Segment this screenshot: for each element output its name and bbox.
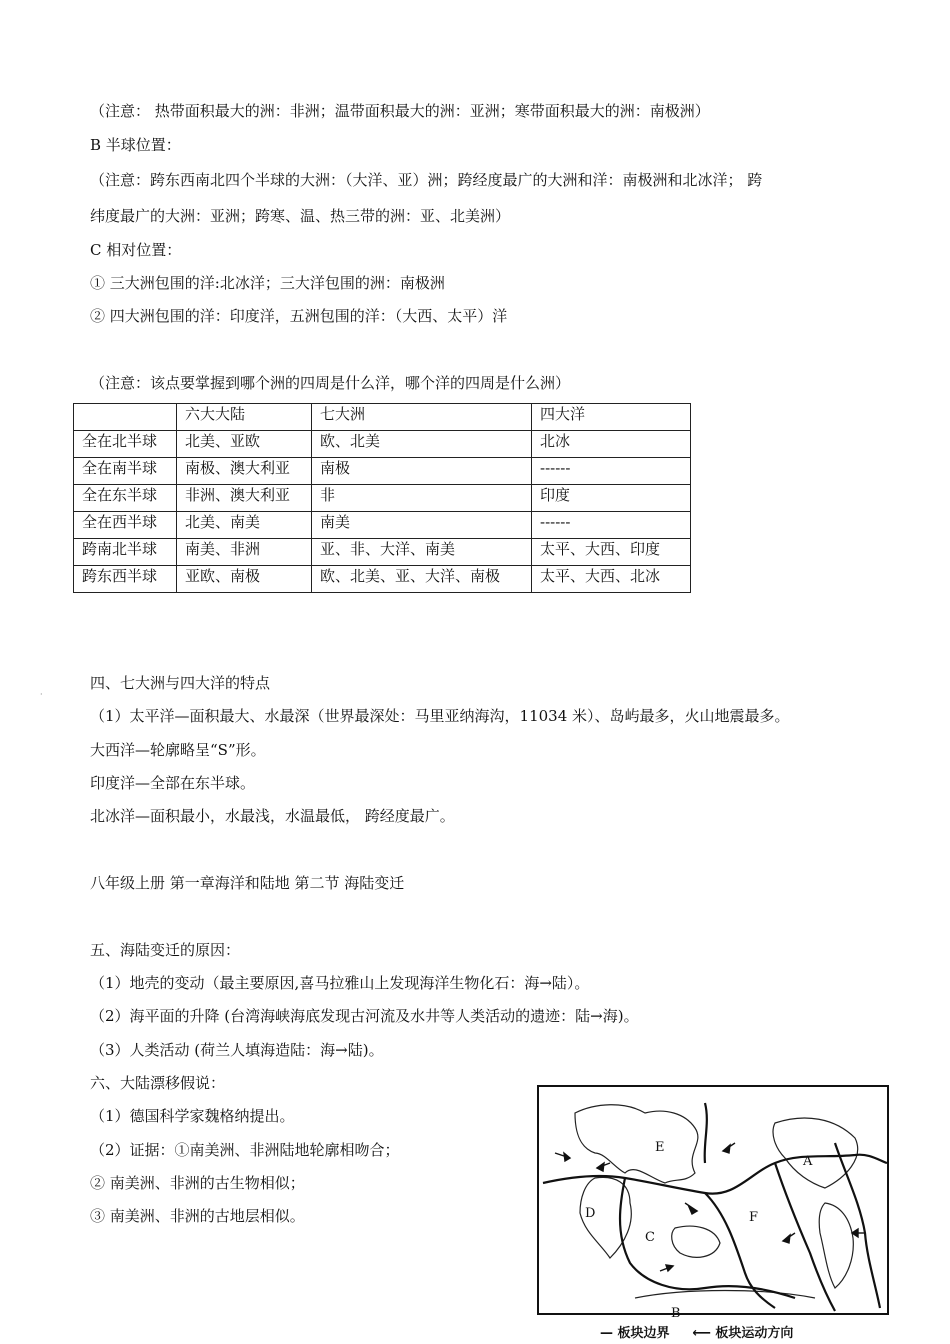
relative-position-1: ① 三大洲包围的洋:北冰洋；三大洋包围的洲：南极洲 (90, 274, 445, 292)
table-cell: 跨南北半球 (74, 539, 177, 566)
table-cell: 全在西半球 (74, 512, 177, 539)
table-cell: 印度 (532, 485, 691, 512)
section6-item: ② 南美洲、非洲的古生物相似； (90, 1174, 305, 1192)
section5-item: （1）地壳的变动（最主要原因,喜马拉雅山上发现海洋生物化石：海→陆）。 (90, 974, 590, 992)
plate-label-e: E (655, 1140, 665, 1155)
plate-label-f: F (749, 1210, 759, 1225)
table-cell: 南极 (312, 458, 532, 485)
table-cell: 南极、澳大利亚 (177, 458, 312, 485)
table-cell: 亚、非、大洋、南美 (312, 539, 532, 566)
map-frame (538, 1086, 888, 1314)
table-row (74, 431, 691, 458)
note-surroundings: （注意：该点要掌握到哪个洲的四周是什么洋，哪个洋的四周是什么洲） (90, 374, 571, 392)
section5-item: （3）人类活动 (荷兰人填海造陆：海→陆)。 (90, 1041, 384, 1059)
table-cell: 欧、北美、亚、大洋、南极 (312, 566, 532, 593)
table-header-cell: 四大洋 (532, 404, 691, 431)
heading-hemisphere-position: B 半球位置： (90, 136, 181, 154)
table-row (74, 512, 691, 539)
table-header-row (74, 404, 691, 431)
table-cell: 全在北半球 (74, 431, 177, 458)
table-cell: 南美、非洲 (177, 539, 312, 566)
plate-tectonics-map (535, 1083, 895, 1344)
section5-item: （2）海平面的升降 (台湾海峡海底发现古河流及水井等人类活动的遗迹：陆→海)。 (90, 1007, 639, 1025)
heading-relative-position: C 相对位置： (90, 241, 182, 259)
section4-item: 印度洋—全部在东半球。 (90, 774, 256, 792)
table-cell: 南美 (312, 512, 532, 539)
plate-label-b: B (671, 1306, 681, 1319)
table-row (74, 566, 691, 593)
table-cell: 非洲、澳大利亚 (177, 485, 312, 512)
plate-label-d: D (585, 1206, 596, 1221)
legend-boundary-label: 板块边界 (617, 1326, 670, 1341)
legend-boundary-line-icon: — (600, 1326, 613, 1341)
table-cell: 太平、大西、北冰 (532, 566, 691, 593)
plate-label-c: C (645, 1230, 655, 1245)
plate-label-a: A (803, 1154, 813, 1169)
table-row (74, 458, 691, 485)
table-header-cell (74, 404, 177, 431)
table-cell: 北冰 (532, 431, 691, 458)
map-legend (600, 1322, 793, 1341)
table-row (74, 485, 691, 512)
chapter-title: 八年级上册 第一章海洋和陆地 第二节 海陆变迁 (90, 874, 405, 892)
margin-mark: · (40, 690, 43, 699)
table-cell: 北美、南美 (177, 512, 312, 539)
table-cell: 欧、北美 (312, 431, 532, 458)
legend-direction-label: 板块运动方向 (715, 1326, 794, 1341)
table-header-cell: 七大洲 (312, 404, 532, 431)
table-cell: 北美、亚欧 (177, 431, 312, 458)
section6-item: ③ 南美洲、非洲的古地层相似。 (90, 1207, 305, 1225)
table-cell: ------ (532, 512, 691, 539)
table-row (74, 539, 691, 566)
table-cell: 全在东半球 (74, 485, 177, 512)
section6-item: （1）德国科学家魏格纳提出。 (90, 1107, 295, 1125)
table-cell: 太平、大西、印度 (532, 539, 691, 566)
note-hemispheres-1: （注意：跨东西南北四个半球的大洲：（大洋、亚）洲；跨经度最广的大洲和洋：南极洲和北冰洋； 跨 (90, 171, 763, 189)
table-cell: 亚欧、南极 (177, 566, 312, 593)
table-cell: ------ (532, 458, 691, 485)
section4-item: 北冰洋—面积最小，水最浅，水温最低， 跨经度最广。 (90, 807, 455, 825)
section6-heading: 六、大陆漂移假说： (90, 1074, 226, 1092)
table-cell: 全在南半球 (74, 458, 177, 485)
note-climate-zones: （注意： 热带面积最大的洲：非洲；温带面积最大的洲：亚洲；寒带面积最大的洲：南极洲） (90, 102, 710, 120)
section4-heading: 四、七大洲与四大洋的特点 (90, 674, 271, 692)
hemisphere-table (73, 403, 691, 593)
section4-item: （1）太平洋—面积最大、水最深（世界最深处：马里亚纳海沟，11034 米）、岛屿最多，火山地震最多。 (90, 707, 790, 725)
section4-item: 大西洋—轮廓略呈“S”形。 (90, 741, 266, 759)
table-header-cell: 六大大陆 (177, 404, 312, 431)
note-hemispheres-2: 纬度最广的大洲：亚洲；跨寒、温、热三带的洲：亚、北美洲） (90, 207, 511, 225)
relative-position-2: ② 四大洲包围的洋：印度洋，五洲包围的洋：（大西、太平）洋 (90, 307, 508, 325)
table-cell: 非 (312, 485, 532, 512)
world-map-figure (535, 1083, 895, 1319)
legend-arrow-icon: ⟵ (692, 1326, 711, 1341)
section6-item: （2）证据：①南美洲、非洲陆地轮廓相吻合； (90, 1141, 400, 1159)
table-cell: 跨东西半球 (74, 566, 177, 593)
section5-heading: 五、海陆变迁的原因： (90, 941, 241, 959)
